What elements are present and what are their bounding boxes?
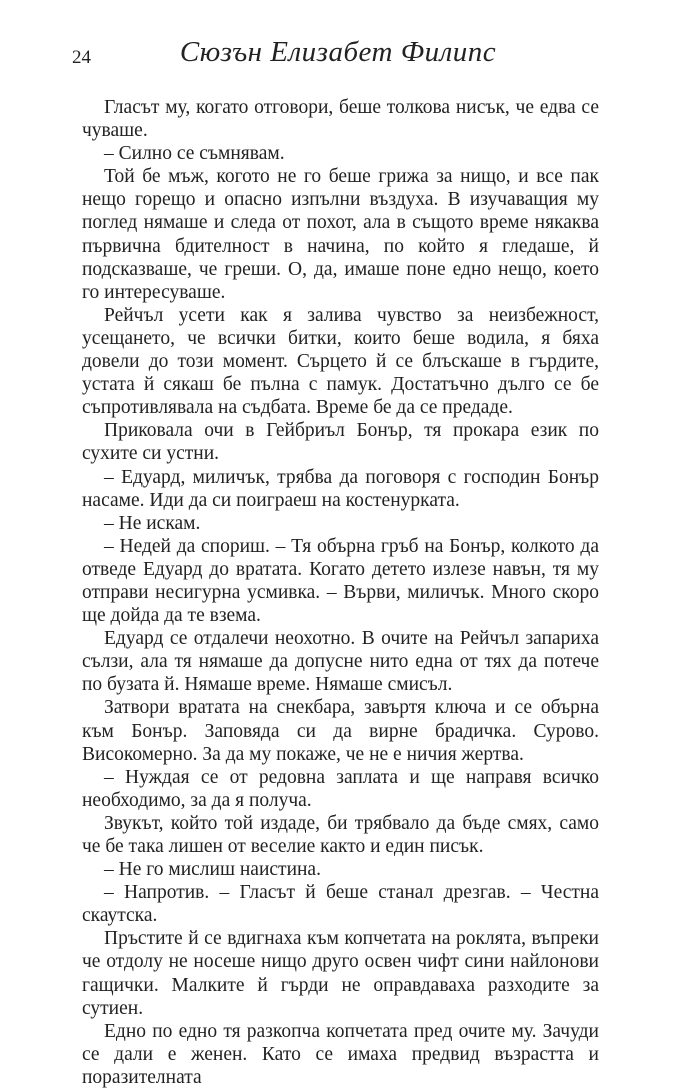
paragraph: Едуард се отдалечи неохотно. В очите на Рейчъл запариха сълзи, ала тя нямаше да допусне нито една от тях да потече по бузата й. Нямаше време. Нямаше смисъл.	[82, 628, 599, 696]
paragraph: Той бе мъж, когото не го беше грижа за нищо, и все пак нещо горещо и опасно изпълни въздуха. В изучаващия му поглед нямаше и следа от похот, ала в същото време някаква първична бдителност в начина, по който я гледаше, й подсказваше, че греши. О, да, имаше поне едно нещо, което го интересуваше.	[82, 166, 599, 303]
running-head: Сюзън Елизабет Филипс	[179, 36, 497, 68]
paragraph: – Не го мислиш наистина.	[104, 859, 321, 881]
paragraph: Затвори вратата на снекбара, завъртя ключа и се обърна към Бонър. Заповядa си да вирне брадичка. Сурово. Високомерно. За да му покаже, че не е ничия жертва.	[82, 697, 599, 765]
page-number: 24	[72, 47, 91, 68]
page-header	[72, 36, 604, 76]
paragraph: Пръстите й се вдигнаха към копчетата на роклята, въпреки че отдолу не носеше нищо друго освен чифт сини найлонови гащички. Малките й гърди не оправдаваха разходите за сутиен.	[82, 928, 599, 1019]
body-text	[82, 96, 599, 1089]
paragraph: Рейчъл усети как я залива чувство за неизбежност, усещането, че всички битки, които беше водила, я бяха довели до този момент. Сърцето й се блъскаше в гърдите, устата й сякаш бе пълна с памук. Достатъчно дълго се бе съпротивлявала на съдбата. Време бе да се предаде.	[82, 304, 599, 419]
paragraph: Едно по едно тя разкопча копчетата пред очите му. Зачуди се дали е женен. Като се имаха предвид възрастта и поразителната	[82, 1020, 599, 1088]
paragraph: Звукът, който той издаде, би трябвало да бъде смях, само че бе така лишен от веселие както и един писък.	[82, 812, 599, 857]
paragraph: – Недей да спориш. – Тя обърна гръб на Бонър, колкото да отведе Едуард до вратата. Когато детето излезе навън, тя му отправи несигурна усмивка. – Върви, миличък. Много скоро ще дойда да те взема.	[82, 535, 599, 627]
paragraph: – Не искам.	[104, 512, 201, 534]
paragraph: – Силно се съмнявам.	[104, 143, 285, 165]
paragraph: Приковала очи в Гейбриъл Бонър, тя прокара език по сухите си устни.	[82, 420, 599, 465]
paragraph: – Напротив. – Гласът й беше станал дрезгав. – Честна скаутска.	[82, 882, 599, 927]
paragraph: – Нуждая се от редовна заплата и ще направя всичко необходимо, за да я получа.	[82, 766, 599, 811]
paragraph: – Едуард, миличък, трябва да поговоря с господин Бонър насаме. Иди да си поиграеш на костенурката.	[82, 466, 599, 511]
paragraph: Гласът му, когато отговори, беше толкова нисък, че едва се чуваше.	[82, 97, 599, 142]
